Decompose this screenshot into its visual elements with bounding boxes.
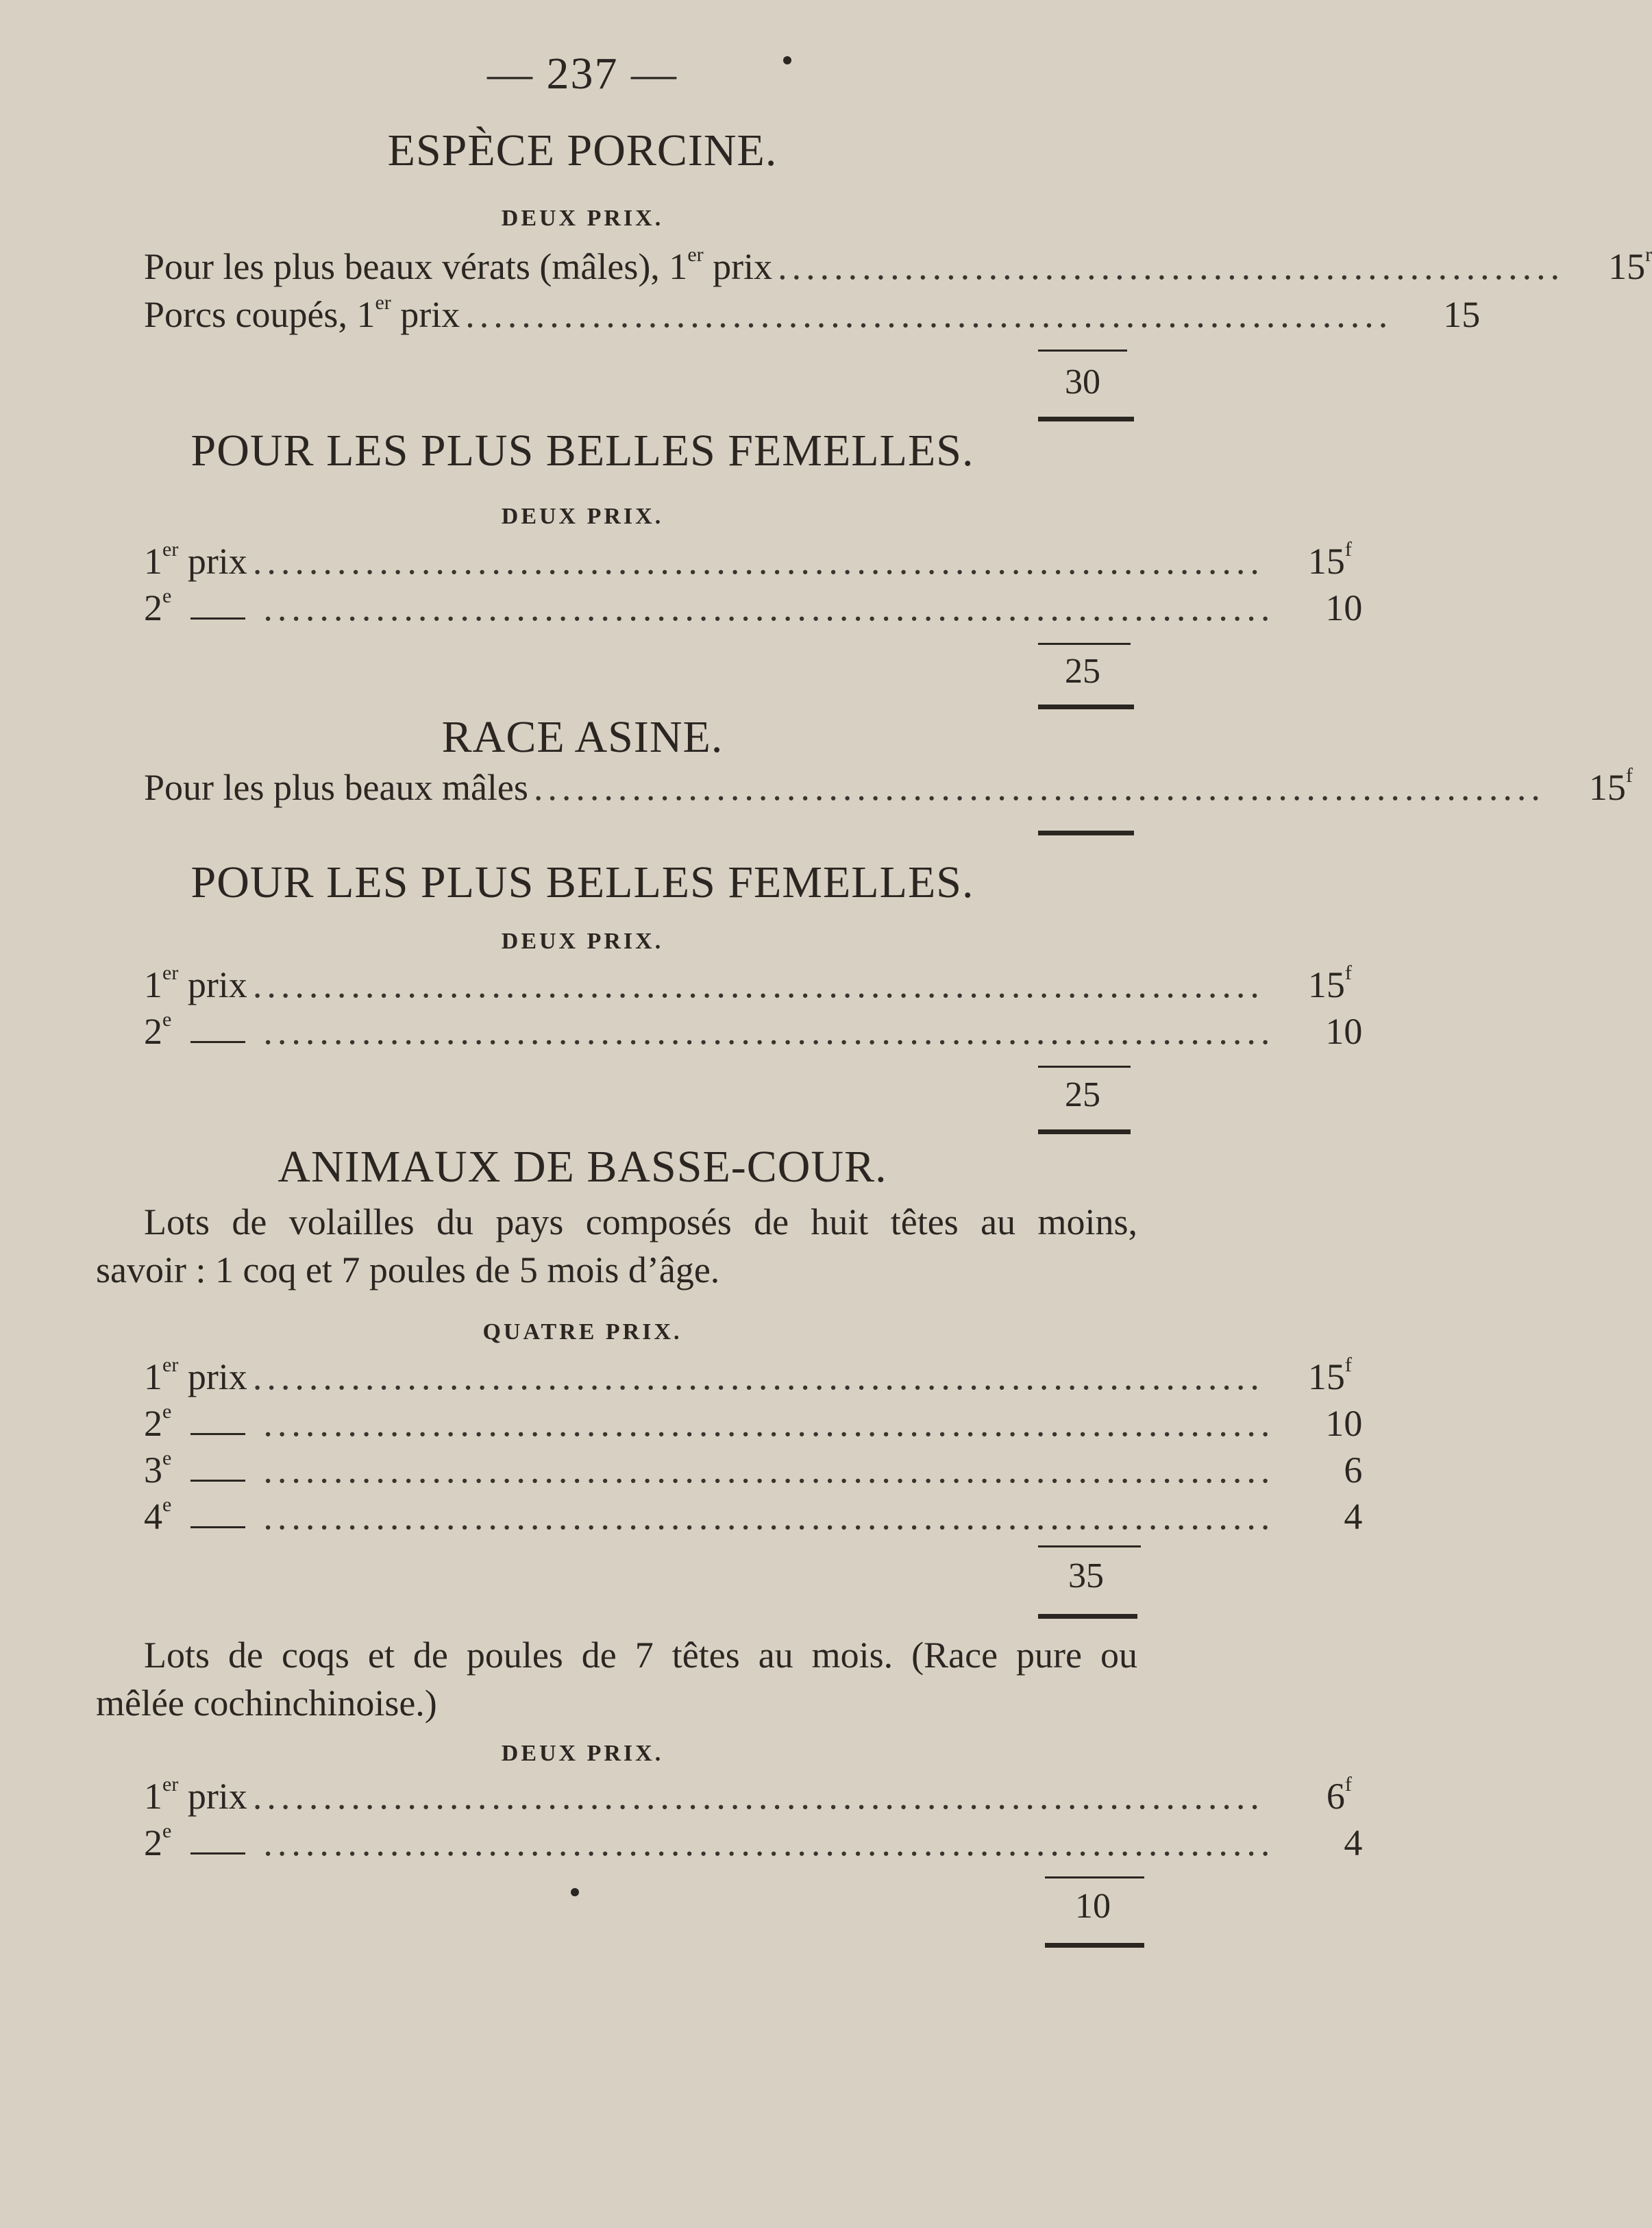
total-rule (1038, 705, 1134, 709)
section-total: 30 (1065, 363, 1100, 402)
prize-row (144, 1820, 1363, 1864)
prize-label: 1er prix (144, 1354, 247, 1397)
prize-row (144, 1447, 1363, 1491)
sum-rule (1045, 1876, 1144, 1878)
prize-label: 3e (144, 1447, 172, 1491)
section-total: 25 (1065, 1075, 1100, 1114)
prize-row (144, 1493, 1363, 1538)
ditto-dash (190, 1433, 245, 1435)
section-subtitle: QUATRE PRIX. (482, 1319, 682, 1345)
section-subtitle: DEUX PRIX. (501, 929, 664, 954)
prize-amount: 15$^f$ (1307, 1354, 1352, 1397)
prize-amount: 15$^r$ (1608, 243, 1652, 287)
prize-amount: 10 (1325, 1011, 1363, 1052)
leader-dots: ........................................................................ (263, 1822, 1275, 1863)
prize-row (144, 538, 1352, 583)
total-rule (1045, 1943, 1144, 1948)
leader-dots: ........................................................................ (252, 964, 1264, 1005)
prize-label: 2e (144, 1400, 172, 1444)
section-total: 35 (1068, 1556, 1104, 1595)
section-title-basse-cour: ANIMAUX DE BASSE-COUR. (278, 1142, 887, 1192)
ditto-dash (190, 1852, 245, 1854)
prize-row (144, 243, 1652, 288)
leader-dots: ........................................................................ (252, 1776, 1264, 1817)
leader-dots: ........................................................................ (533, 767, 1545, 808)
description-line: savoir : 1 coq et 7 poules de 5 mois d’âge. (96, 1249, 720, 1290)
leader-dots: ........................................................................ (252, 1356, 1264, 1397)
sum-rule (1038, 1066, 1131, 1068)
prize-label: Porcs coupés, 1er prix (144, 291, 460, 335)
prize-amount: 4 (1344, 1822, 1363, 1863)
leader-dots: ........................................................ (778, 246, 1565, 287)
leader-dots: ........................................................................ (263, 1496, 1275, 1537)
section-title-race-asine: RACE ASINE. (441, 712, 724, 762)
prize-row (144, 1773, 1352, 1817)
sum-rule (1038, 1545, 1141, 1547)
description-line: Lots de volailles du pays composés de huit têtes au moins, (144, 1201, 1137, 1242)
prize-label: 2e (144, 585, 172, 628)
leader-dots: ........................................................................ (263, 587, 1275, 628)
total-rule (1038, 831, 1134, 835)
page-number: — 237 — (487, 49, 678, 99)
section-total: 25 (1065, 652, 1100, 691)
prize-row (144, 1008, 1363, 1053)
prize-amount: 10 (1325, 587, 1363, 628)
section-subtitle: DEUX PRIX. (501, 1741, 664, 1766)
prize-label: 1er prix (144, 538, 247, 582)
leader-dots: ........................................................................ (252, 541, 1264, 582)
prize-row (144, 1354, 1352, 1398)
prize-amount: 15$^f$ (1307, 538, 1352, 582)
prize-row (144, 291, 1481, 336)
prize-label: 2e (144, 1008, 172, 1052)
ditto-dash (190, 1041, 245, 1043)
prize-amount: 15$^f$ (1588, 764, 1633, 808)
ditto-dash (190, 617, 245, 620)
lot-description (96, 1198, 1137, 1294)
section-subtitle: DEUX PRIX. (501, 504, 664, 529)
prize-label: 1er prix (144, 962, 247, 1005)
prize-label: 2e (144, 1820, 172, 1863)
section-title-espece-porcine: ESPÈCE PORCINE. (387, 125, 778, 175)
prize-label: 1er prix (144, 1773, 247, 1817)
description-line: mêlée cochinchinoise.) (96, 1682, 437, 1724)
prize-amount: 10 (1325, 1403, 1363, 1444)
prize-row (144, 585, 1363, 629)
prize-row (144, 764, 1633, 809)
prize-amount: 4 (1344, 1496, 1363, 1537)
prize-amount: 15$^f$ (1307, 962, 1352, 1005)
prize-label: Pour les plus beaux mâles (144, 767, 528, 808)
prize-label: 4e (144, 1493, 172, 1537)
prize-row (144, 962, 1352, 1006)
leader-dots: ........................................................................ (263, 1449, 1275, 1491)
leader-dots: .................................................................. (465, 294, 1393, 335)
total-rule (1038, 417, 1134, 421)
total-rule (1038, 1129, 1131, 1134)
ditto-dash (190, 1480, 245, 1482)
prize-amount: 6$^f$ (1326, 1773, 1352, 1817)
leader-dots: ........................................................................ (263, 1011, 1275, 1052)
sum-rule (1038, 350, 1127, 352)
sum-rule (1038, 643, 1131, 645)
section-title-femelles: POUR LES PLUS BELLES FEMELLES. (190, 426, 974, 476)
leader-dots: ........................................................................ (263, 1403, 1275, 1444)
total-rule (1038, 1614, 1137, 1619)
ink-speck (571, 1888, 579, 1896)
prize-amount: 15 (1443, 294, 1481, 335)
section-subtitle: DEUX PRIX. (501, 206, 664, 231)
description-line: Lots de coqs et de poules de 7 têtes au mois. (Race pure ou (144, 1635, 1137, 1676)
lot-description (96, 1631, 1137, 1727)
section-title-femelles: POUR LES PLUS BELLES FEMELLES. (190, 857, 974, 907)
prize-row (144, 1400, 1363, 1445)
prize-amount: 6 (1344, 1449, 1363, 1491)
section-total: 10 (1075, 1887, 1111, 1926)
prize-label: Pour les plus beaux vérats (mâles), 1er prix (144, 243, 773, 287)
ditto-dash (190, 1526, 245, 1528)
